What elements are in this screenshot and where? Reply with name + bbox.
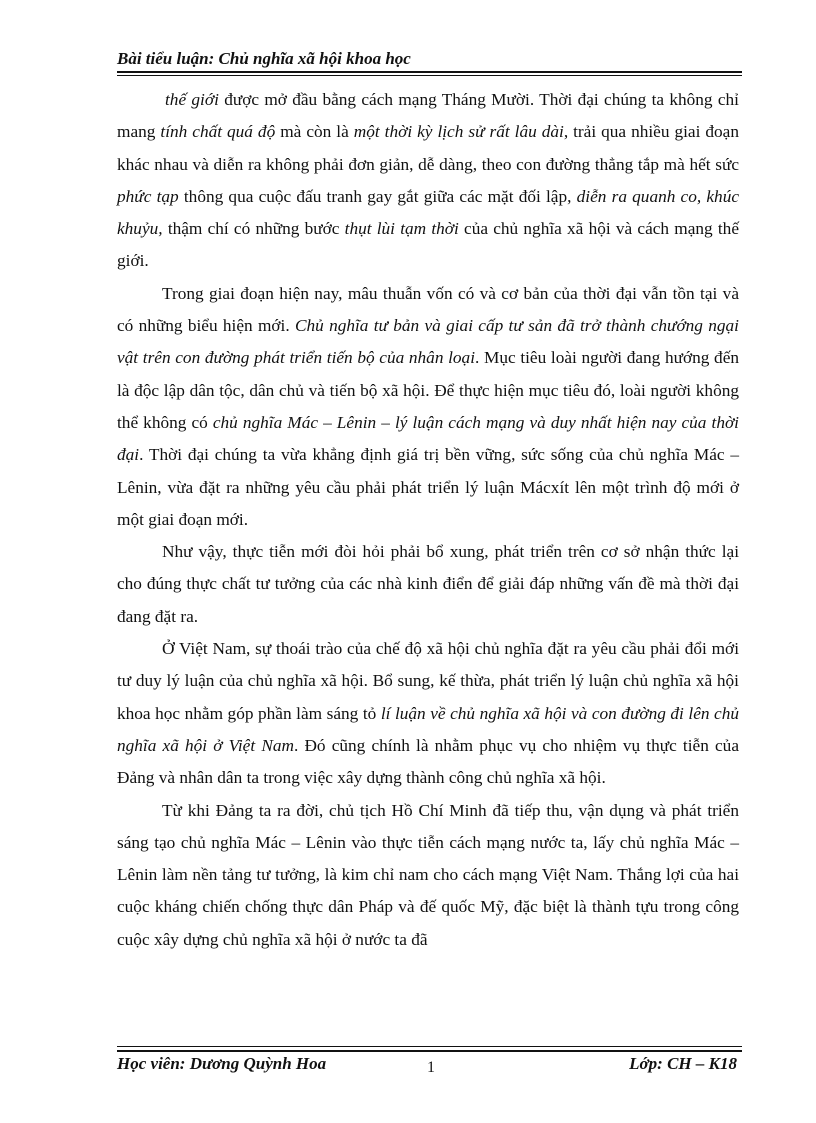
text-run: của chủ nghĩa xã hội và cách mạng thế giới. [117,219,739,271]
italic-run: phức tạp [117,186,179,206]
text-run: Như vậy, thực tiễn mới đòi hỏi phải bổ xung, phát triển trên cơ sở nhận thức lại cho đúng thực chất tư tưởng của các nhà kinh điển để giải đáp những vấn đề mà thời đại đang đặt ra. [117,542,739,626]
text-run: mà còn là [275,122,354,142]
paragraph [117,278,739,536]
italic-run: tính chất quá độ [160,122,276,142]
text-run: được mở đầu bằng cách mạng Tháng Mười. Thời đại chúng ta không chỉ mang [117,90,739,142]
text-run: . Thời đại chúng ta vừa khẳng định giá trị bền vững, sức sống của chủ nghĩa Mác – Lênin, vừa đặt ra những yêu cầu phải phát triển lý luận Mácxít lên một trình độ mới ở một giai đoạn mới. [117,445,739,529]
footer-rule [117,1050,742,1052]
italic-run: lí luận về chủ nghĩa xã hội và con đường đi lên chủ nghĩa xã hội ở Việt Nam [117,703,740,755]
paragraph [117,795,739,956]
footer-student-name: Học viên: Dương Quỳnh Hoa [117,1054,327,1073]
text-run: Trong giai đoạn hiện nay, mâu thuẫn vốn có và cơ bản của thời đại vẫn tồn tại và có những biểu hiện mới. [117,283,739,336]
text-run: . Mục tiêu loài người đang hướng đến là độc lập dân tộc, dân chủ và tiến bộ xã hội. Để thực hiện mục tiêu đó, loài người không thể không có [117,348,740,432]
header-rule-thin [117,75,742,76]
italic-run: thế giới [165,90,219,109]
paragraph [117,633,739,794]
text-run: Ở Việt Nam, sự thoái trào của chế độ xã hội chủ nghĩa đặt ra yêu cầu phải đổi mới tư duy lý luận của chủ nghĩa xã hội. Bổ sung, kế thừa, phát triển lý luận chủ nghĩa xã hội khoa học nhằm góp phần làm sáng tỏ [117,639,739,723]
text-run: thông qua cuộc đấu tranh gay gắt giữa các mặt đối lập, [178,186,577,206]
header-title: Bài tiểu luận: Chủ nghĩa xã hội khoa học [117,49,411,68]
footer-class-label: Lớp: CH – K18 [629,1054,737,1073]
italic-run: Chủ nghĩa tư bản và giai cấp tư sản đã trở thành chướng ngại vật trên con đường phát triển tiến bộ của nhân loại [117,316,739,368]
text-run: thậm chí có những bước [162,219,345,239]
italic-run: chủ nghĩa Mác – Lênin – lý luận cách mạng và duy nhất hiện nay của thời đại [117,412,739,465]
header-rule [117,71,742,73]
italic-run: diễn ra quanh co, khúc khuỷu, [117,186,740,239]
paragraph [117,536,739,633]
text-run: Từ khi Đảng ta ra đời, chủ tịch Hồ Chí Minh đã tiếp thu, vận dụng và phát triển sáng tạo chủ nghĩa Mác – Lênin vào thực tiễn cách mạng nước ta, lấy chủ nghĩa Mác – Lênin làm nền tảng tư tưởng, là kim chỉ nam cho cách mạng Việt Nam. Thắng lợi của hai cuộc kháng chiến chống thực dân Pháp và đế quốc Mỹ, đặc biệt là thành tựu trong công cuộc xây dựng chủ nghĩa xã hội ở nước ta đã [117,800,739,949]
italic-run: thụt lùi tạm thời [344,219,459,239]
footer-rule-thin [117,1046,742,1047]
text-run: . Đó cũng chính là nhằm phục vụ cho nhiệm vụ thực tiễn của Đảng và nhân dân ta trong việc xây dựng thành công chủ nghĩa xã hội. [117,735,739,788]
page-footer [117,1046,742,1086]
text-run: , trải qua nhiều giai đoạn khác nhau và diễn ra không phải đơn giản, dễ dàng, theo con đường thẳng tắp mà hết sức [117,122,739,174]
page-number: 1 [427,1059,435,1076]
page-header [117,48,742,70]
italic-run: một thời kỳ lịch sử rất lâu dài [353,122,564,142]
document-body [117,84,739,956]
paragraph [117,84,739,278]
